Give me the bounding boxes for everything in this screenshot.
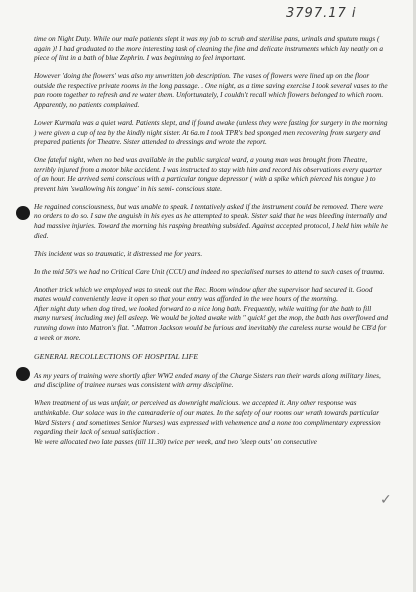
paragraph: This incident was so traumatic, it distressed me for years.: [34, 248, 203, 258]
punch-hole-icon: [16, 367, 30, 381]
paragraph: time on Night Duty. While our male patients slept it was my job to scrub and sterilise pans, urinals and sputum mugs ( again )! I had graduated to the more interesting task of cleaning the fine and delicate instruments which lay neatly on a piece of lint in a bath of blue Zephrin. I was beginning to feel important.: [34, 34, 384, 63]
checkmark-icon: ✓: [380, 492, 392, 508]
paragraph: One fateful night, when no bed was available in the public surgical ward, a young man was brought from Theatre, terribly injured from a motor bike accident. I was instructed to stay with him and record his observations every quarter of an hour. He arrived semi conscious with a particular tongue depressor ( with a spike which pierced his tongue ) to prevent him 'swallowing his tongue' in his semi- conscious state.: [34, 155, 382, 193]
paragraph: However 'doing the flowers' was also my unwritten job description. The vases of flowers were lined up on the floor outside the respective private rooms in the long passage. . One night, as a time saving exercise I took several vases to the pan room together to refresh and re water them. Unfortunately, I couldn't recall which flowers belonged to which room. Apparently, no patients complained.: [34, 71, 388, 109]
punch-hole-icon: [16, 206, 30, 220]
paragraph: Lower Kurmala was a quiet ward. Patients slept, and if found awake (unless they were fasting for surgery in the morning ) were given a cup of tea by the kindly night sister. At 6a.m I took TPR's bed sponged men recovering from surgery and prepared patients for Theatre. Sister attended to dressings and wrote the report.: [34, 117, 388, 147]
paragraph: When treatment of us was unfair, or perceived as downright malicious. we accepted it. Any other response was unthinkable. Our solace was in the camaraderie of our mates. In the safety of our rooms our wrath towards particular Ward Sisters ( and sometimes Senior Nurses) was expressed with vehemence and a none too complimentary expression regarding their lack of sexual satisfaction .: [34, 398, 381, 437]
paragraph: We were allocated two late passes (till 11.30) twice per week, and two 'sleep outs' on consecutive: [34, 436, 317, 446]
paragraph: Another trick which we employed was to sneak out the Rec. Room window after the supervisor had secured it. Good mates would conveniently leave it open so that your entry was afforded in the wee hours of the morning.: [34, 284, 373, 304]
paragraph: As my years of training were shortly after WW2 ended many of the Charge Sisters ran their wards along military lines, and discipline of trainee nurses was consistent with army discipline.: [34, 370, 381, 390]
section-heading: GENERAL RECOLLECTIONS OF HOSPITAL LIFE: [34, 352, 199, 362]
paragraph: He regained consciousness, but was unable to speak. I tentatively asked if the instrument could be removed. There were no orders to do so. I saw the anguish in his eyes as he attempted to speak. Sister said that he was bleeding internally and had massive injuries. Toward the morning his rasping breathing subsided. Against accepted protocol, I held him while he died.: [34, 201, 388, 240]
paragraph: After night duty when dog tired, we looked forward to a nice long bath. Frequently, while waiting for the bath to fill many nurses( including me) fell asleep. We would be jolted awake with " quick! get the mop, the bath has overflowed and running down into Matron's flat. ".Matron Jackson would be furious and inevitably the careless nurse would be CB'd for a week or more.: [34, 303, 388, 342]
archive-reference-number: 3797.17 i: [286, 6, 357, 21]
memoir-text: [34, 34, 388, 455]
paragraph: In the mid 50's we had no Critical Care Unit (CCU) and indeed no specialised nurses to attend to such cases of trauma.: [34, 266, 385, 276]
